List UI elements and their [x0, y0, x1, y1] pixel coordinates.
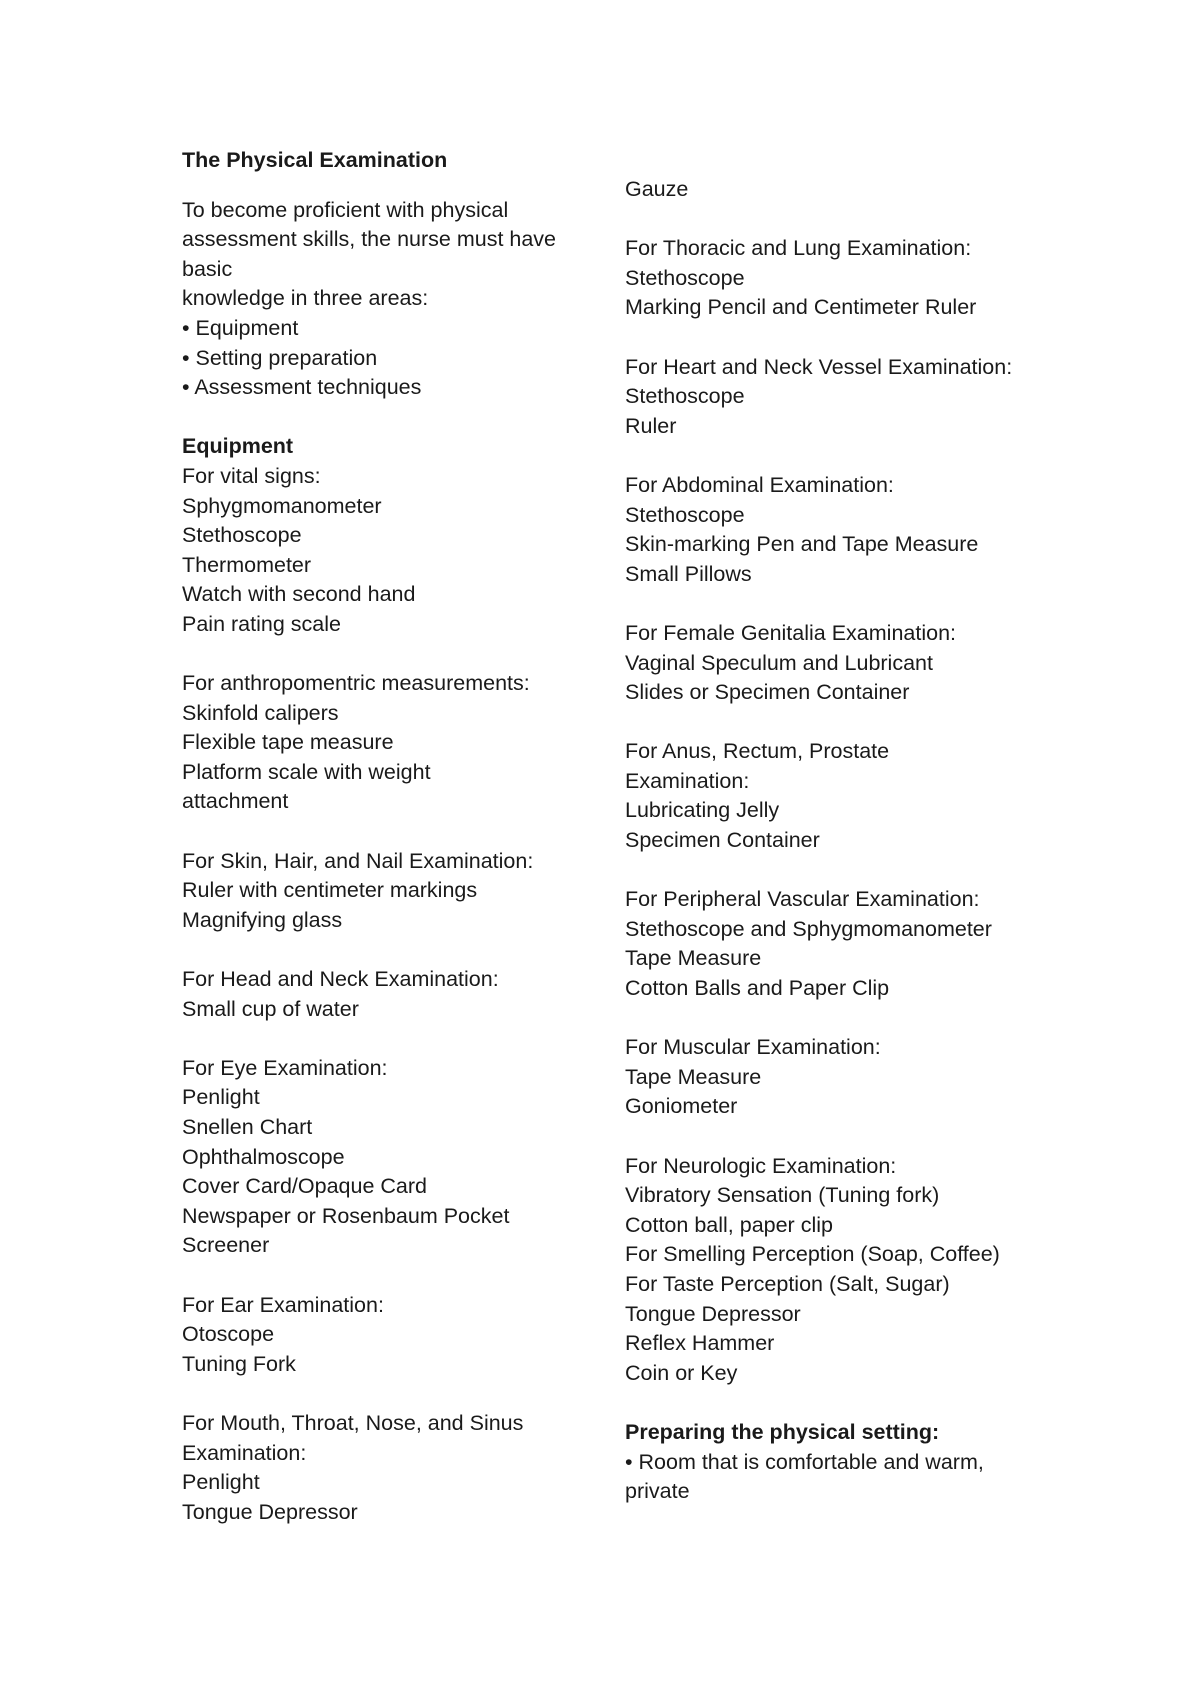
thoracic-section	[625, 234, 1095, 323]
list-item: Sphygmomanometer	[182, 493, 382, 518]
spacer	[182, 1024, 592, 1054]
section-heading: For Peripheral Vascular Examination:	[625, 887, 980, 912]
section-heading: Examination:	[182, 1440, 307, 1465]
list-item: Penlight	[182, 1085, 260, 1110]
list-item: Ruler	[625, 413, 677, 438]
setting-bullet: private	[625, 1479, 690, 1504]
spacer	[625, 441, 1095, 471]
neuro-section	[625, 1152, 1095, 1389]
list-item: Coin or Key	[625, 1360, 738, 1385]
list-item: attachment	[182, 789, 289, 814]
list-item: Small Pillows	[625, 561, 752, 586]
spacer	[625, 589, 1095, 619]
list-item: Specimen Container	[625, 828, 820, 853]
female-section	[625, 619, 1095, 708]
setting-bullet: • Room that is comfortable and warm,	[625, 1449, 984, 1474]
section-heading: For Neurologic Examination:	[625, 1153, 897, 1178]
page-title: The Physical Examination	[182, 148, 448, 172]
setting-section	[625, 1418, 1095, 1507]
list-item: Stethoscope and Sphygmomanometer	[625, 916, 992, 941]
anus-section	[625, 737, 1095, 855]
spacer	[182, 176, 592, 196]
list-item: Snellen Chart	[182, 1115, 313, 1139]
spacer	[625, 323, 1095, 353]
intro-paragraph	[182, 196, 592, 403]
left-column	[182, 146, 592, 1527]
section-heading: For Thoracic and Lung Examination:	[625, 236, 972, 261]
list-item: Tongue Depressor	[625, 1301, 801, 1326]
section-heading: For Muscular Examination:	[625, 1035, 881, 1060]
list-item: For Smelling Perception (Soap, Coffee)	[625, 1242, 1000, 1267]
spacer	[182, 935, 592, 965]
section-heading: For Ear Examination:	[182, 1292, 384, 1317]
list-item: Stethoscope	[625, 502, 745, 527]
section-heading: For Skin, Hair, and Nail Examination:	[182, 848, 534, 873]
intro-line: assessment skills, the nurse must have	[182, 227, 557, 252]
intro-bullet: • Setting preparation	[182, 345, 378, 370]
spacer	[625, 1004, 1095, 1034]
spacer	[625, 1122, 1095, 1152]
list-item: Tape Measure	[625, 1064, 762, 1089]
list-item: Cover Card/Opaque Card	[182, 1174, 427, 1199]
vital-signs-section	[182, 462, 592, 640]
list-item: Tuning Fork	[182, 1351, 296, 1376]
section-heading: For vital signs:	[182, 463, 321, 488]
intro-line: knowledge in three areas:	[182, 286, 429, 311]
peripheral-section	[625, 885, 1095, 1003]
list-item: Vibratory Sensation (Tuning fork)	[625, 1183, 940, 1208]
heart-section	[625, 353, 1095, 442]
list-item: Reflex Hammer	[625, 1331, 775, 1356]
intro-bullet: • Equipment	[182, 315, 299, 340]
setting-heading: Preparing the physical setting:	[625, 1419, 940, 1444]
section-heading: For Head and Neck Examination:	[182, 967, 499, 992]
section-heading: For Eye Examination:	[182, 1055, 388, 1080]
list-item: Otoscope	[182, 1322, 275, 1347]
list-item: Slides or Specimen Container	[625, 680, 910, 705]
eye-section	[182, 1054, 592, 1261]
list-item: For Taste Perception (Salt, Sugar)	[625, 1271, 950, 1296]
section-heading: For Female Genitalia Examination:	[625, 620, 957, 645]
spacer	[625, 205, 1095, 235]
spacer	[625, 856, 1095, 886]
list-item: Tongue Depressor	[182, 1499, 358, 1524]
section-heading: Examination:	[625, 768, 750, 793]
equipment-heading: Equipment	[182, 434, 294, 459]
list-item: Watch with second hand	[182, 582, 416, 607]
list-item: Goniometer	[625, 1094, 738, 1119]
list-item: Screener	[182, 1233, 270, 1258]
intro-bullet: • Assessment techniques	[182, 375, 422, 400]
list-item: Stethoscope	[625, 384, 745, 409]
list-item: Pain rating scale	[182, 611, 341, 636]
spacer	[182, 403, 592, 433]
spacer	[182, 1261, 592, 1291]
list-item: Gauze	[625, 177, 689, 201]
list-item: Marking Pencil and Centimeter Ruler	[625, 295, 977, 320]
intro-line: To become proficient with physical	[182, 197, 509, 222]
spacer	[182, 1379, 592, 1409]
spacer	[625, 708, 1095, 738]
section-heading: For anthropomentric measurements:	[182, 671, 530, 696]
skin-section	[182, 847, 592, 936]
section-heading: For Heart and Neck Vessel Examination:	[625, 354, 1013, 379]
list-item: Platform scale with weight	[182, 759, 431, 784]
list-item: Skin-marking Pen and Tape Measure	[625, 532, 979, 557]
list-item: Cotton ball, paper clip	[625, 1212, 833, 1237]
list-item: Thermometer	[182, 552, 312, 577]
section-heading: For Mouth, Throat, Nose, and Sinus	[182, 1410, 524, 1435]
list-item: Tape Measure	[625, 946, 762, 971]
list-item: Magnifying glass	[182, 907, 343, 932]
right-column	[625, 175, 1095, 1507]
ear-section	[182, 1291, 592, 1380]
list-item: Vaginal Speculum and Lubricant	[625, 650, 933, 675]
anthropometric-section	[182, 669, 592, 817]
abdominal-section	[625, 471, 1095, 589]
spacer	[182, 817, 592, 847]
list-item: Skinfold calipers	[182, 700, 339, 725]
list-item: Penlight	[182, 1470, 260, 1495]
spacer	[182, 640, 592, 670]
list-item: Lubricating Jelly	[625, 798, 780, 823]
list-item: Newspaper or Rosenbaum Pocket	[182, 1203, 510, 1228]
list-item: Ophthalmoscope	[182, 1144, 345, 1169]
section-heading: For Anus, Rectum, Prostate	[625, 739, 890, 764]
list-item: Small cup of water	[182, 996, 359, 1021]
list-item: Stethoscope	[625, 265, 745, 290]
list-item: Flexible tape measure	[182, 730, 394, 755]
list-item: Cotton Balls and Paper Clip	[625, 976, 890, 1001]
list-item: Stethoscope	[182, 523, 302, 548]
muscular-section	[625, 1033, 1095, 1122]
section-heading: For Abdominal Examination:	[625, 472, 894, 497]
mouth-section	[182, 1409, 592, 1527]
list-item: Ruler with centimeter markings	[182, 878, 478, 903]
intro-line: basic	[182, 256, 233, 281]
head-neck-section	[182, 965, 592, 1024]
spacer	[625, 1388, 1095, 1418]
